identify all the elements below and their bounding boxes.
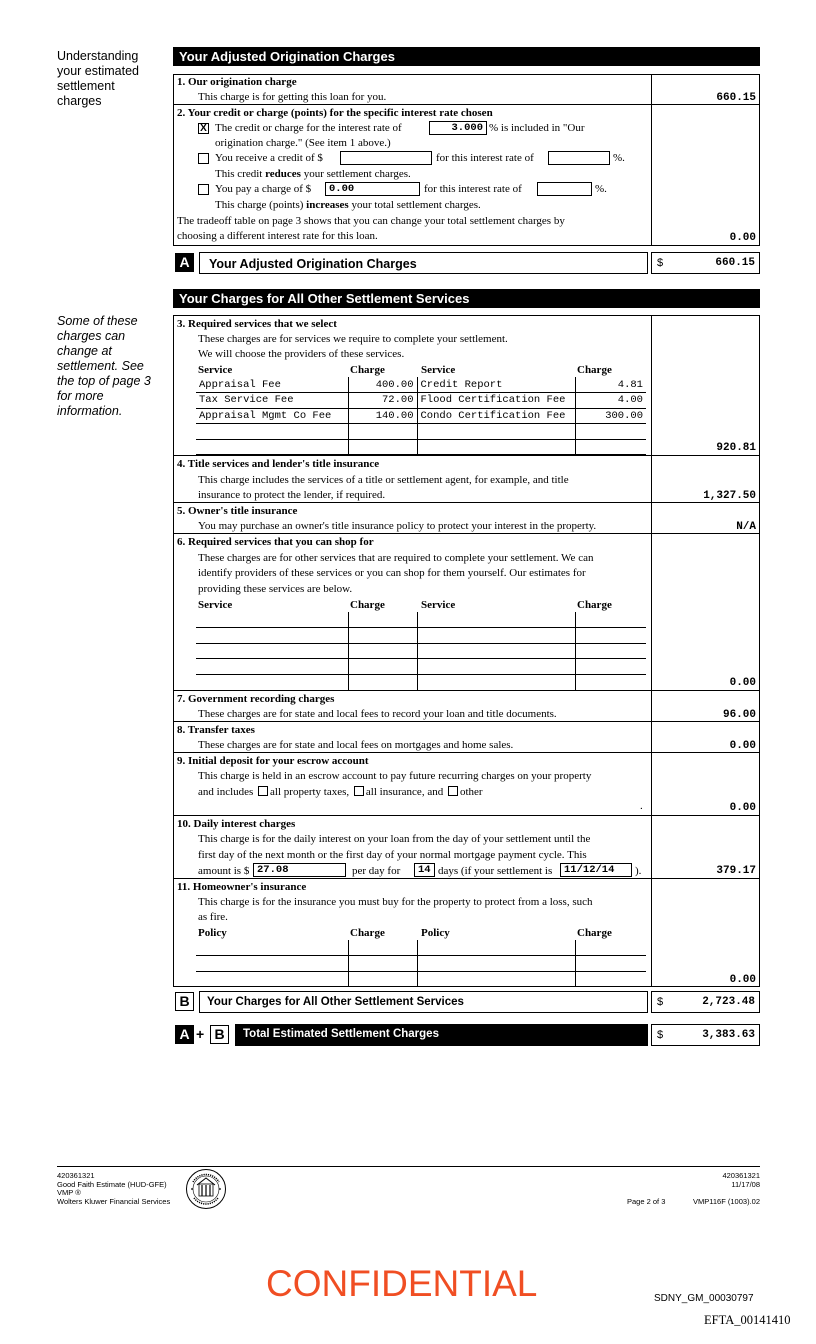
tradeoff-line2: choosing a different interest rate for this loan.	[177, 230, 378, 242]
col-charge: Charge	[350, 364, 385, 376]
section-a-header: Your Adjusted Origination Charges	[173, 47, 760, 66]
section-b-total-label-box	[199, 991, 648, 1013]
item2-title: 2. Your credit or charge (points) for the specific interest rate chosen	[177, 107, 493, 119]
item4-desc2: insurance to protect the lender, if required.	[198, 489, 386, 501]
item3-title: 3. Required services that we select	[177, 318, 337, 330]
service-charge	[575, 424, 646, 440]
item11-amount: 0.00	[729, 974, 756, 986]
option1-text-post: % is included in "Our	[489, 122, 585, 134]
service-charge	[348, 424, 417, 440]
footer-form: VMP116F (1003).02	[693, 1197, 760, 1206]
table-row	[196, 940, 646, 956]
item11-desc1: This charge is for the insurance you must buy for the property to protect from a loss, such	[198, 896, 593, 908]
item11-title: 11. Homeowner's insurance	[177, 881, 307, 893]
col-charge: Charge	[577, 927, 612, 939]
item9-desc2: and includes all property taxes, all insurance, and other	[198, 786, 483, 798]
service-charge	[348, 439, 417, 455]
option3-rate-field[interactable]	[537, 182, 592, 196]
item9-desc1: This charge is held in an escrow account to pay future recurring charges on your property	[198, 770, 592, 782]
table-row	[196, 439, 646, 455]
col-service: Service	[421, 364, 456, 376]
footer-left: 420361321 Good Faith Estimate (HUD-GFE) VMP ® Wolters Kluwer Financial Services	[57, 1171, 171, 1206]
item4-title: 4. Title services and lender's title insurance	[177, 458, 380, 470]
option1-checkbox[interactable]: X	[198, 123, 209, 134]
option3-line2: This charge (points) increases your total settlement charges.	[215, 199, 481, 211]
item3-desc1: These charges are for services we require to complete your settlement.	[198, 333, 508, 345]
option3-checkbox[interactable]	[198, 184, 209, 195]
sidebar-note: Some of these charges can change at settlement. See the top of page 3 for more information.	[57, 314, 151, 418]
col-service: Service	[198, 599, 233, 611]
grand-total-box	[651, 1024, 760, 1046]
property-taxes-checkbox[interactable]	[258, 786, 268, 796]
col-service: Service	[421, 599, 456, 611]
item6-title: 6. Required services that you can shop for	[177, 536, 374, 548]
service-charge: 4.00	[575, 393, 646, 409]
item7-amount: 96.00	[722, 709, 756, 721]
item3-services-table	[196, 363, 646, 455]
item10-end: ).	[635, 865, 642, 877]
option1-rate-field[interactable]: 3.000	[429, 121, 487, 135]
section-b-total-amount: 2,723.48	[702, 996, 755, 1008]
item6-services-table	[196, 598, 646, 690]
grand-total-plus: +	[196, 1026, 205, 1042]
col-charge: Charge	[577, 599, 612, 611]
option2-credit-field[interactable]	[340, 151, 432, 165]
section-b-letter: B	[175, 992, 194, 1011]
option2-line2: This credit reduces your settlement charges.	[215, 168, 411, 180]
grand-total-label-box	[235, 1024, 648, 1046]
col-policy: Policy	[198, 927, 227, 939]
grand-total-letter-a: A	[175, 1025, 194, 1044]
service-name: Condo Certification Fee	[417, 408, 575, 424]
service-name	[417, 424, 575, 440]
footer-right: 420361321 11/17/08	[722, 1171, 760, 1189]
option2-rate-field[interactable]	[548, 151, 610, 165]
item3-amount: 920.81	[716, 442, 756, 454]
option3-text-mid: for this interest rate of	[424, 183, 522, 195]
service-charge	[575, 439, 646, 455]
col-service: Service	[198, 364, 233, 376]
table-row	[196, 659, 646, 675]
grand-total-label: Total Estimated Settlement Charges	[243, 1028, 439, 1040]
daily-interest-field[interactable]: 27.08	[253, 863, 346, 877]
service-charge: 4.81	[575, 377, 646, 393]
table-row	[196, 956, 646, 972]
section-b-amount-column	[651, 315, 760, 987]
item4-desc1: This charge includes the services of a title or settlement agent, for example, and title	[198, 474, 569, 486]
other-checkbox[interactable]	[448, 786, 458, 796]
section-a-letter: A	[175, 253, 194, 272]
section-a-total-amount: 660.15	[715, 257, 755, 269]
grand-total-amount: 3,383.63	[702, 1029, 755, 1041]
item3-desc2: We will choose the providers of these services.	[198, 348, 405, 360]
item8-title: 8. Transfer taxes	[177, 724, 255, 736]
service-name: Appraisal Fee	[196, 377, 348, 393]
option1-line2: origination charge." (See item 1 above.)	[215, 137, 391, 149]
item7-title: 7. Government recording charges	[177, 693, 335, 705]
option1-text: The credit or charge for the interest rate of	[215, 122, 402, 134]
item11-desc2: as fire.	[198, 911, 228, 923]
grand-total-letter-b: B	[210, 1025, 229, 1044]
service-charge: 140.00	[348, 408, 417, 424]
sidebar-understanding: Understanding your estimated settlement charges	[57, 49, 139, 108]
table-row	[196, 393, 646, 409]
item10-mid2: days (if your settlement is	[438, 865, 553, 877]
confidential-stamp: CONFIDENTIAL	[266, 1263, 538, 1304]
col-policy: Policy	[421, 927, 450, 939]
section-b-total-label: Your Charges for All Other Settlement Services	[207, 996, 464, 1008]
option2-text: You receive a credit of $	[215, 152, 323, 164]
item6-amount: 0.00	[729, 677, 756, 689]
item7-desc: These charges are for state and local fees to record your loan and title documents.	[198, 708, 557, 720]
service-name	[196, 424, 348, 440]
grand-total-currency: $	[657, 1029, 664, 1041]
item11-policy-table	[196, 926, 646, 987]
service-name	[417, 439, 575, 455]
item5-amount: N/A	[736, 521, 756, 533]
item6-desc3: providing these services are below.	[198, 583, 353, 595]
item10-mid: per day for	[352, 865, 401, 877]
item2-amount: 0.00	[729, 232, 756, 244]
section-a-total-box	[651, 252, 760, 274]
settlement-date-field[interactable]: 11/12/14	[560, 863, 632, 877]
tradeoff-line1: The tradeoff table on page 3 shows that you can change your total settlement charges by	[177, 215, 565, 227]
table-row	[196, 628, 646, 644]
table-row	[196, 377, 646, 393]
item8-desc: These charges are for state and local fees on mortgages and home sales.	[198, 739, 514, 751]
item8-amount: 0.00	[729, 740, 756, 752]
item6-desc2: identify providers of these services or you can shop for them yourself. Our estimates for	[198, 567, 586, 579]
bates-number: SDNY_GM_00030797	[654, 1293, 754, 1304]
item1-amount: 660.15	[716, 92, 756, 104]
item10-desc1: This charge is for the daily interest on your loan from the day of your settlement until the	[198, 833, 591, 845]
service-name: Appraisal Mgmt Co Fee	[196, 408, 348, 424]
option3-pct: %.	[595, 183, 607, 195]
item6-desc1: These charges are for other services that are required to complete your settlement. We can	[198, 552, 594, 564]
insurance-checkbox[interactable]	[354, 786, 364, 796]
section-a-total-label: Your Adjusted Origination Charges	[209, 257, 417, 271]
item10-amount: 379.17	[716, 865, 756, 877]
section-a-currency: $	[657, 257, 664, 269]
item1-desc: This charge is for getting this loan for you.	[198, 91, 387, 103]
item5-title: 5. Owner's title insurance	[177, 505, 298, 517]
table-row	[196, 674, 646, 690]
option2-pct: %.	[613, 152, 625, 164]
table-row	[196, 643, 646, 659]
item4-amount: 1,327.50	[703, 490, 756, 502]
item10-amount-label: amount is $	[198, 865, 250, 877]
service-name: Flood Certification Fee	[417, 393, 575, 409]
col-charge: Charge	[350, 927, 385, 939]
table-row	[196, 971, 646, 987]
item9-amount: 0.00	[729, 802, 756, 814]
item9-dot: .	[640, 800, 643, 812]
section-b-currency: $	[657, 996, 664, 1008]
item1-title: 1. Our origination charge	[177, 76, 297, 88]
efta-number: EFTA_00141410	[704, 1313, 791, 1327]
service-charge: 400.00	[348, 377, 417, 393]
hud-seal-logo	[185, 1168, 227, 1210]
col-charge: Charge	[577, 364, 612, 376]
item5-desc: You may purchase an owner's title insurance policy to protect your interest in the property.	[198, 520, 597, 532]
option3-text: You pay a charge of $	[215, 183, 312, 195]
days-field[interactable]: 14	[414, 863, 435, 877]
item10-desc2: first day of the next month or the first day of your normal mortgage payment cycle. This	[198, 849, 587, 861]
footer-page: Page 2 of 3	[627, 1197, 666, 1206]
table-row	[196, 408, 646, 424]
item9-title: 9. Initial deposit for your escrow account	[177, 755, 369, 767]
footer-rule	[57, 1166, 760, 1167]
section-b-total-box	[651, 991, 760, 1013]
service-name: Tax Service Fee	[196, 393, 348, 409]
service-charge: 300.00	[575, 408, 646, 424]
divider-item-2	[173, 104, 651, 105]
service-charge: 72.00	[348, 393, 417, 409]
option2-text-mid: for this interest rate of	[436, 152, 534, 164]
col-charge: Charge	[350, 599, 385, 611]
option3-charge-field[interactable]: 0.00	[325, 182, 420, 196]
section-a-total-label-box	[199, 252, 648, 274]
service-name: Credit Report	[417, 377, 575, 393]
service-name	[196, 439, 348, 455]
section-b-header: Your Charges for All Other Settlement Services	[173, 289, 760, 308]
item10-title: 10. Daily interest charges	[177, 818, 296, 830]
option2-checkbox[interactable]	[198, 153, 209, 164]
table-row	[196, 612, 646, 628]
table-row	[196, 424, 646, 440]
